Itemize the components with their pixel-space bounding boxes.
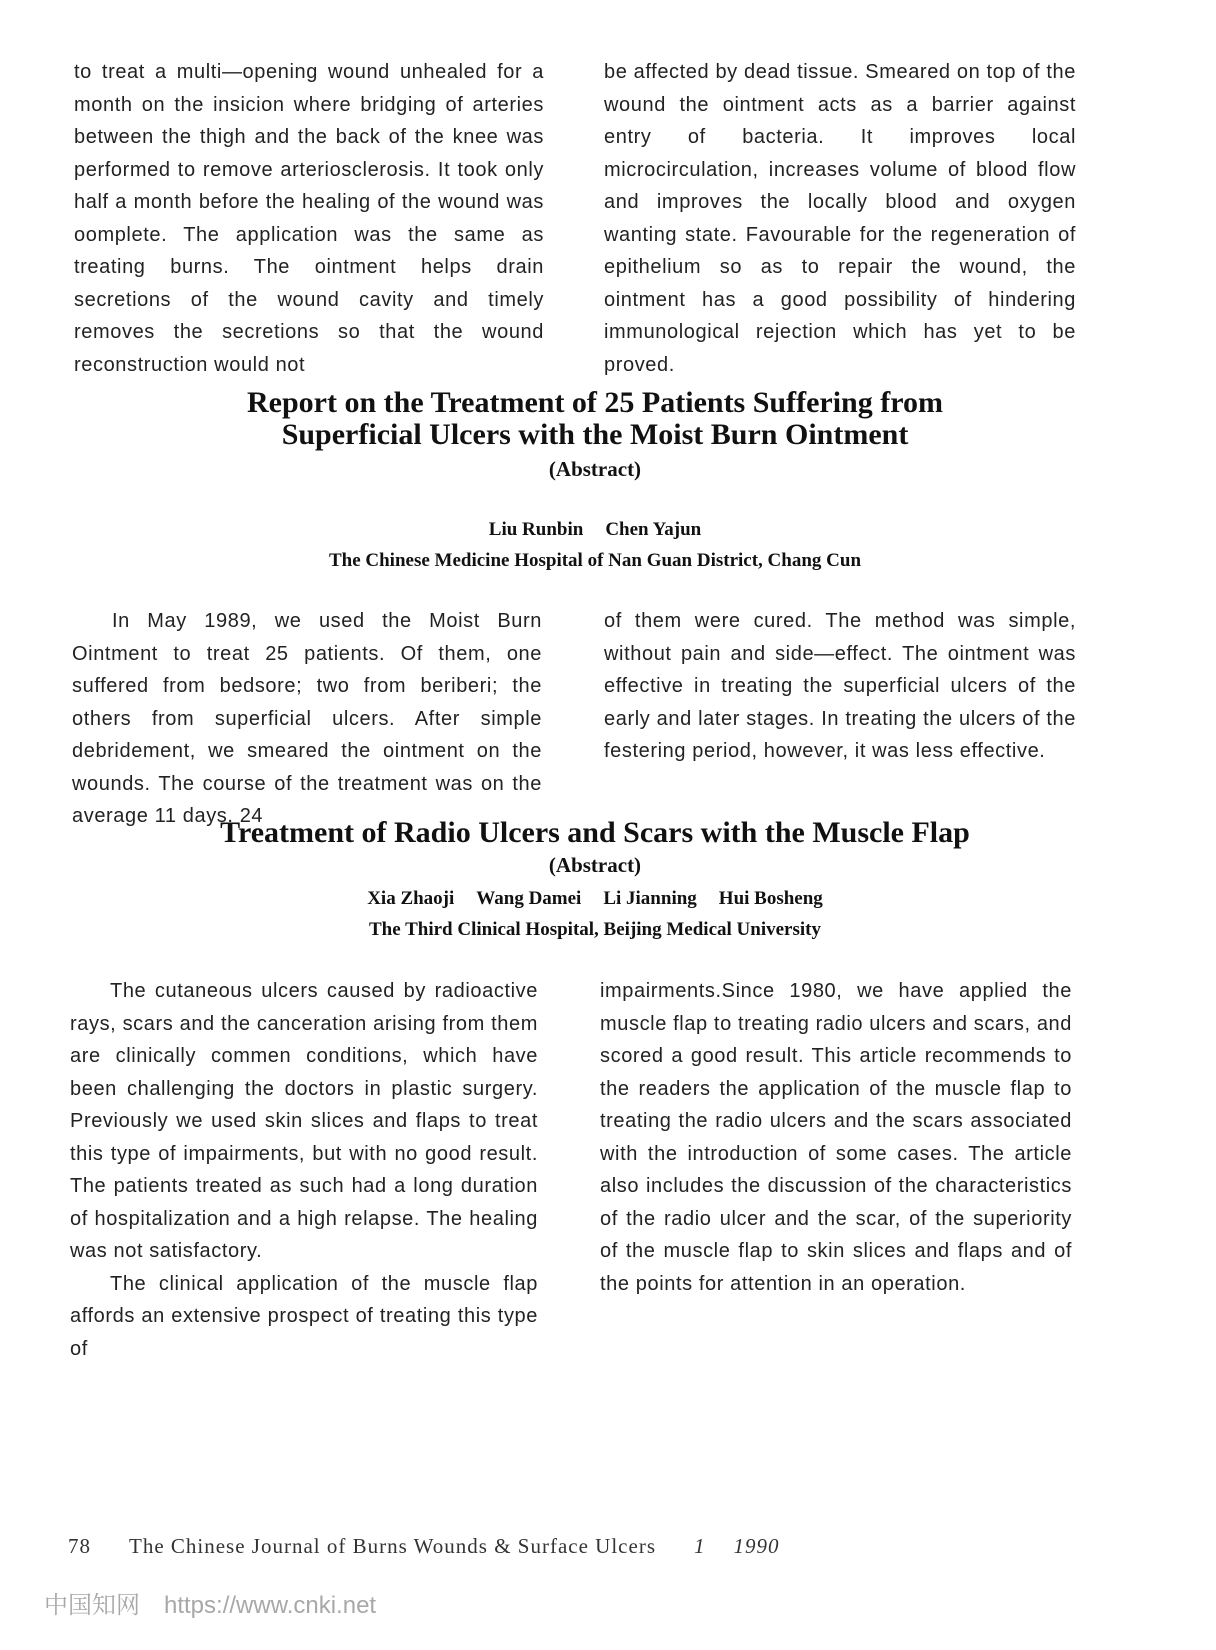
article2-left-para2: The clinical application of the muscle flap affords an extensive prospect of treating this type of [70, 1272, 538, 1360]
article2-left-para1: The cutaneous ulcers caused by radioactive rays, scars and the canceration arising from them are clinically commen conditions, which have been challenging the doctors in plastic surgery. Previously we used skin slices and flaps to treat this type of impairments, but with no good result. The patients treated as such had a long duration of hospitalization and a high relapse. The healing was not satisfactory. [70, 980, 538, 1262]
issue-year: 1990 [733, 1534, 780, 1558]
journal-name: The Chinese Journal of Burns Wounds & Surface Ulcers [129, 1534, 656, 1558]
continuation-left-column [74, 56, 544, 381]
article2-institution: The Third Clinical Hospital, Beijing Medical University [369, 919, 821, 940]
article2-left-column [70, 975, 538, 1365]
article2-right-column [600, 975, 1072, 1300]
article1-right-column [604, 605, 1076, 768]
article1-abstract-label: (Abstract) [548, 457, 642, 481]
article1-left-text: In May 1989, we used the Moist Burn Ointment to treat 25 patients. Of them, one suffered from bedsore; two from beriberi; the others from superficial ulcers. After simple debridement, we smeared the ointment on the wounds. The course of the treatment was on the average 11 days. 24 [72, 610, 542, 827]
article1-authors [60, 517, 1130, 543]
article2-title: Treatment of Radio Ulcers and Scars with the Muscle Flap [220, 816, 970, 849]
watermark-site-name: 中国知网 [44, 1591, 140, 1619]
article2-authors [60, 886, 1130, 912]
article2-author: Hui Bosheng [718, 888, 823, 909]
article1-title-line1: Report on the Treatment of 25 Patients Suffering from [246, 386, 943, 419]
continuation-left-text: to treat a multi—opening wound unhealed for a month on the insicion where bridging of arteries between the thigh and the back of the knee was performed to remove arteriosclerosis. It took only half a month before the healing of the wound was oomplete. The application was the same as treating burns. The ointment helps drain secretions of the wound cavity and timely removes the secretions so that the wound reconstruction would not [74, 61, 544, 376]
issue-number: 1 [694, 1534, 706, 1558]
watermark-url: https://www.cnki.net [164, 1592, 377, 1619]
article1-right-text: of them were cured. The method was simple, without pain and side—effect. The ointment was effective in treating the superficial ulcers of the early and later stages. In treating the ulcers of the festering period, however, it was less effective. [604, 610, 1076, 762]
continuation-right-text: be affected by dead tissue. Smeared on top of the wound the ointment acts as a barrier against entry of bacteria. It improves local microcirculation, increases volume of blood flow and improves the locally blood and oxygen wanting state. Favourable for the regeneration of epithelium so as to repair the wound, the ointment has a good possibility of hindering immunological rejection which has yet to be proved. [604, 61, 1076, 376]
article1-title-line2: Superficial Ulcers with the Moist Burn Ointment [281, 418, 909, 451]
page-footer [68, 1534, 780, 1559]
continuation-right-column [604, 56, 1076, 381]
page-number: 78 [68, 1534, 91, 1558]
article1-institution: The Chinese Medicine Hospital of Nan Guan District, Chang Cun [328, 550, 862, 571]
article2-author: Wang Damei [476, 888, 582, 909]
article2-right-text: impairments.Since 1980, we have applied the muscle flap to treating radio ulcers and scars, and scored a good result. This article recommends to the readers the application of the muscle flap to treating the radio ulcers and the scars associated with the introduction of some cases. The article also includes the discussion of the characteristics of the radio ulcer and the scar, of the superiority of the muscle flap to skin slices and flaps and of the points for attention in an operation. [600, 980, 1072, 1295]
article1-author: Chen Yajun [605, 519, 702, 540]
article2-abstract-label: (Abstract) [548, 853, 642, 877]
cnki-watermark [44, 1585, 376, 1620]
article2-author: Li Jianning [603, 888, 697, 909]
article1-left-column [72, 605, 542, 833]
article2-author: Xia Zhaoji [367, 888, 455, 909]
article1-author: Liu Runbin [488, 519, 584, 540]
